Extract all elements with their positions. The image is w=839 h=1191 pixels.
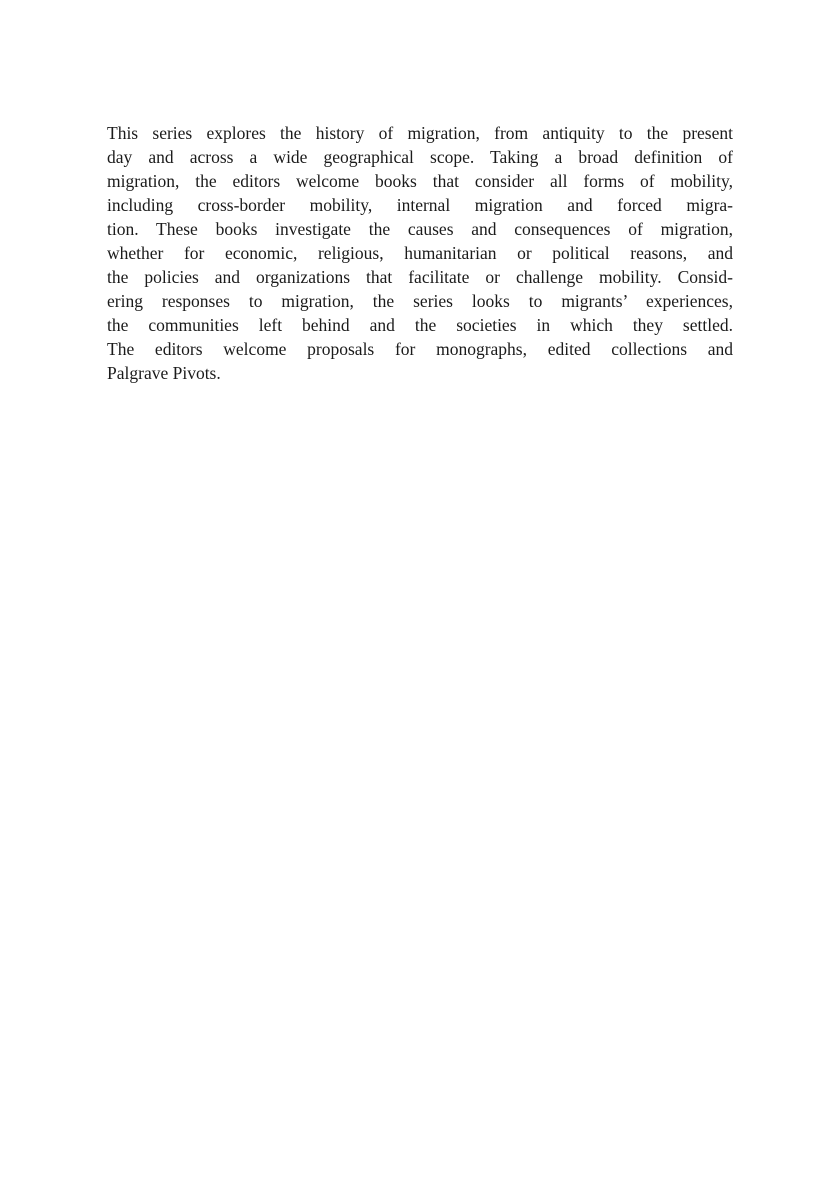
paragraph-line: whether for economic, religious, humanitarian or political reasons, and [107, 243, 733, 263]
paragraph-line: the policies and organizations that facilitate or challenge mobility. Consid- [107, 267, 733, 287]
paragraph-line: day and across a wide geographical scope. Taking a broad definition of [107, 147, 733, 167]
paragraph-line: ering responses to migration, the series looks to migrants’ experiences, [107, 291, 733, 311]
paragraph-line: This series explores the history of migration, from antiquity to the present [107, 123, 733, 143]
paragraph-line: migration, the editors welcome books that consider all forms of mobility, [107, 171, 733, 191]
paragraph-line: including cross-border mobility, internal migration and forced migra- [107, 195, 733, 215]
paragraph-line: tion. These books investigate the causes and consequences of migration, [107, 219, 733, 239]
paragraph-line: Palgrave Pivots. [107, 363, 221, 383]
paragraph-line: the communities left behind and the societies in which they settled. [107, 315, 733, 335]
paragraph-line: The editors welcome proposals for monographs, edited collections and [107, 339, 733, 359]
series-description-paragraph [107, 121, 733, 385]
